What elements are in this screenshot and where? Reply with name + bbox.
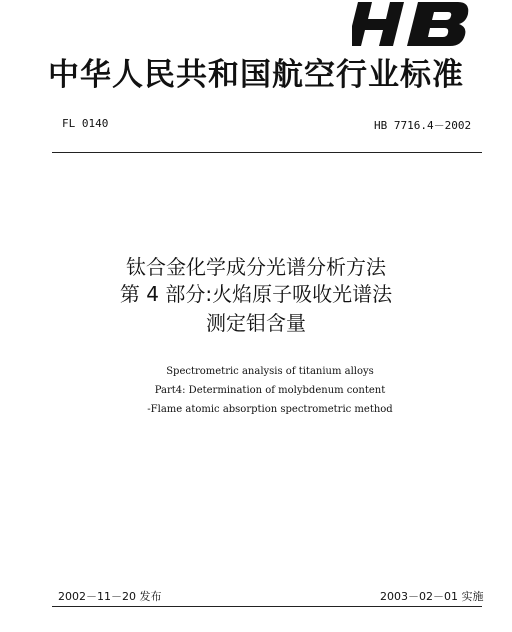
effective-date: 2003－02－01 实施 [380, 590, 484, 603]
english-title-line-2: Part4: Determination of molybdenum content [154, 385, 386, 396]
hb-logo [352, 0, 474, 48]
footer-divider [52, 606, 482, 607]
chinese-title-line-1: 钛合金化学成分光谱分析方法 [126, 255, 386, 279]
chinese-title-line-3: 测定钼含量 [206, 311, 306, 335]
english-title-line-3: -Flame atomic absorption spectrometric method [147, 404, 393, 415]
english-title-line-1: Spectrometric analysis of titanium alloys [166, 366, 374, 377]
organization-title: 中华人民共和国航空行业标准 [48, 57, 464, 93]
standard-number: HB 7716.4－2002 [374, 119, 472, 132]
chinese-title-line-2: 第 4 部分:火焰原子吸收光谱法 [119, 282, 393, 306]
header-divider [52, 152, 482, 153]
issue-date: 2002－11－20 发布 [58, 590, 162, 603]
classification-code: FL 0140 [62, 117, 109, 130]
